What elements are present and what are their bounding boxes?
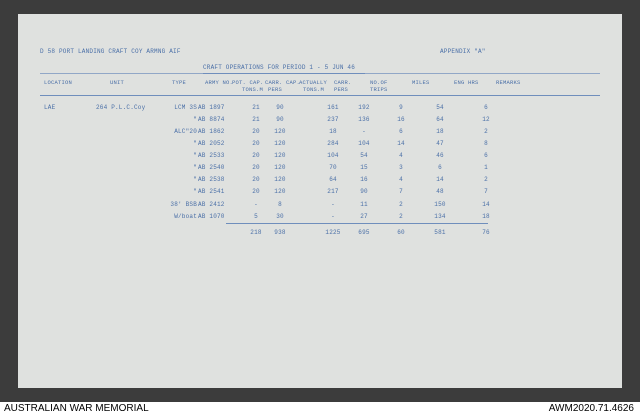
col-carried-unit: PERS [334, 86, 349, 93]
cell-trips: 3 [399, 164, 403, 171]
cell-tons: 20 [252, 176, 260, 183]
cell-actually: - [331, 201, 335, 208]
cell-trips: 2 [399, 213, 403, 220]
table-title: CRAFT OPERATIONS FOR PERIOD 1 - 5 JUN 46 [203, 64, 356, 71]
cell-type: " [193, 176, 197, 183]
cell-type: " [193, 152, 197, 159]
cell-carried: 11 [360, 201, 368, 208]
col-cap-unit: PERS [268, 86, 283, 93]
cell-type: W/boat [174, 213, 197, 220]
cell-trips: 14 [397, 140, 405, 147]
cell-eng-hrs: 2 [484, 128, 488, 135]
document-sheet [18, 14, 622, 388]
cell-cap: 120 [274, 176, 286, 183]
cell-actually: 104 [327, 152, 339, 159]
cell-army-no: AB 1070 [198, 213, 225, 220]
cell-trips: 16 [397, 116, 405, 123]
col-remarks: REMARKS [496, 79, 521, 86]
cell-eng-hrs: 14 [482, 201, 490, 208]
cell-tons: 21 [252, 116, 260, 123]
cell-cap: 30 [276, 213, 284, 220]
cell-tons: 5 [254, 213, 258, 220]
cell-actually: 217 [327, 188, 339, 195]
cell-miles: 46 [436, 152, 444, 159]
cell-cap: 90 [276, 116, 284, 123]
cell-miles: 47 [436, 140, 444, 147]
cell-carried: - [362, 128, 366, 135]
col-trips-unit: TRIPS [370, 86, 388, 93]
total-eng-hrs: 76 [482, 229, 490, 236]
cell-cap: 120 [274, 128, 286, 135]
cell-army-no: AB 1897 [198, 104, 225, 111]
col-carried: CARR. [334, 79, 352, 86]
cell-tons: - [254, 201, 258, 208]
cell-carried: 54 [360, 152, 368, 159]
cell-cap: 120 [274, 164, 286, 171]
col-type: TYPE [172, 79, 187, 86]
cell-tons: 20 [252, 188, 260, 195]
total-carried: 695 [358, 229, 370, 236]
cell-trips: 4 [399, 176, 403, 183]
cell-carried: 104 [358, 140, 370, 147]
footer-accession-number: AWM2020.71.4626 [548, 403, 634, 414]
cell-miles: 150 [434, 201, 446, 208]
appendix-label: APPENDIX "A" [440, 48, 486, 55]
header-rule [40, 95, 600, 96]
col-trips: NO.OF [370, 79, 388, 86]
col-army-no: ARMY NO. [205, 79, 234, 86]
cell-eng-hrs: 2 [484, 176, 488, 183]
cell-army-no: AB 2412 [198, 201, 225, 208]
cell-actually: 284 [327, 140, 339, 147]
cell-tons: 20 [252, 128, 260, 135]
col-actually-unit: TONS.M [303, 86, 325, 93]
cell-carried: 16 [360, 176, 368, 183]
cell-type: " [193, 164, 197, 171]
col-tons: POT. CAP. [232, 79, 264, 86]
cell-army-no: AB 1862 [198, 128, 225, 135]
cell-actually: 161 [327, 104, 339, 111]
cell-trips: 7 [399, 188, 403, 195]
cell-miles: 64 [436, 116, 444, 123]
cell-miles: 18 [436, 128, 444, 135]
col-location: LOCATION [44, 79, 73, 86]
cell-army-no: AB 2533 [198, 152, 225, 159]
cell-miles: 54 [436, 104, 444, 111]
cell-army-no: AB 2541 [198, 188, 225, 195]
cell-actually: 237 [327, 116, 339, 123]
col-tons-unit: TONS.M [242, 86, 264, 93]
document-heading: D 58 PORT LANDING CRAFT COY ARMNG AIF [40, 48, 181, 55]
cell-carried: 192 [358, 104, 370, 111]
cell-carried: 90 [360, 188, 368, 195]
cell-army-no: AB 8874 [198, 116, 225, 123]
col-unit: UNIT [110, 79, 125, 86]
total-cap: 938 [274, 229, 286, 236]
cell-eng-hrs: 6 [484, 104, 488, 111]
cell-miles: 6 [438, 164, 442, 171]
cell-tons: 20 [252, 164, 260, 171]
cell-army-no: AB 2052 [198, 140, 225, 147]
cell-eng-hrs: 6 [484, 152, 488, 159]
col-miles: MILES [412, 79, 430, 86]
cell-type: " [193, 140, 197, 147]
cell-carried: 15 [360, 164, 368, 171]
cell-cap: 120 [274, 152, 286, 159]
cell-type: ALC"20 [174, 128, 197, 135]
cell-carried: 136 [358, 116, 370, 123]
footer-credit: AUSTRALIAN WAR MEMORIAL [4, 403, 149, 414]
total-tons: 218 [250, 229, 262, 236]
cell-miles: 14 [436, 176, 444, 183]
unit-value: 264 P.L.C.Coy [96, 104, 146, 111]
cell-type: LCM 3S [174, 104, 197, 111]
cell-eng-hrs: 1 [484, 164, 488, 171]
cell-type: 38' BSB [170, 201, 197, 208]
cell-army-no: AB 2540 [198, 164, 225, 171]
totals-rule [226, 223, 488, 224]
total-actually: 1225 [325, 229, 341, 236]
cell-miles: 134 [434, 213, 446, 220]
cell-type: " [193, 116, 197, 123]
cell-actually: 64 [329, 176, 337, 183]
top-rule [40, 73, 600, 74]
cell-miles: 48 [436, 188, 444, 195]
col-actually: ACTUALLY [299, 79, 328, 86]
cell-eng-hrs: 12 [482, 116, 490, 123]
cell-cap: 120 [274, 140, 286, 147]
cell-actually: 70 [329, 164, 337, 171]
cell-actually: 18 [329, 128, 337, 135]
cell-tons: 20 [252, 140, 260, 147]
cell-army-no: AB 2538 [198, 176, 225, 183]
cell-carried: 27 [360, 213, 368, 220]
col-cap: CARR. CAP. [265, 79, 301, 86]
cell-trips: 4 [399, 152, 403, 159]
cell-actually: - [331, 213, 335, 220]
cell-trips: 6 [399, 128, 403, 135]
cell-eng-hrs: 18 [482, 213, 490, 220]
cell-eng-hrs: 8 [484, 140, 488, 147]
cell-trips: 2 [399, 201, 403, 208]
cell-cap: 90 [276, 104, 284, 111]
cell-cap: 120 [274, 188, 286, 195]
cell-tons: 20 [252, 152, 260, 159]
cell-type: " [193, 188, 197, 195]
total-trips: 60 [397, 229, 405, 236]
cell-tons: 21 [252, 104, 260, 111]
col-eng-hrs: ENG HRS [454, 79, 479, 86]
total-miles: 581 [434, 229, 446, 236]
cell-eng-hrs: 7 [484, 188, 488, 195]
cell-cap: 8 [278, 201, 282, 208]
cell-trips: 9 [399, 104, 403, 111]
location-value: LAE [44, 104, 56, 111]
